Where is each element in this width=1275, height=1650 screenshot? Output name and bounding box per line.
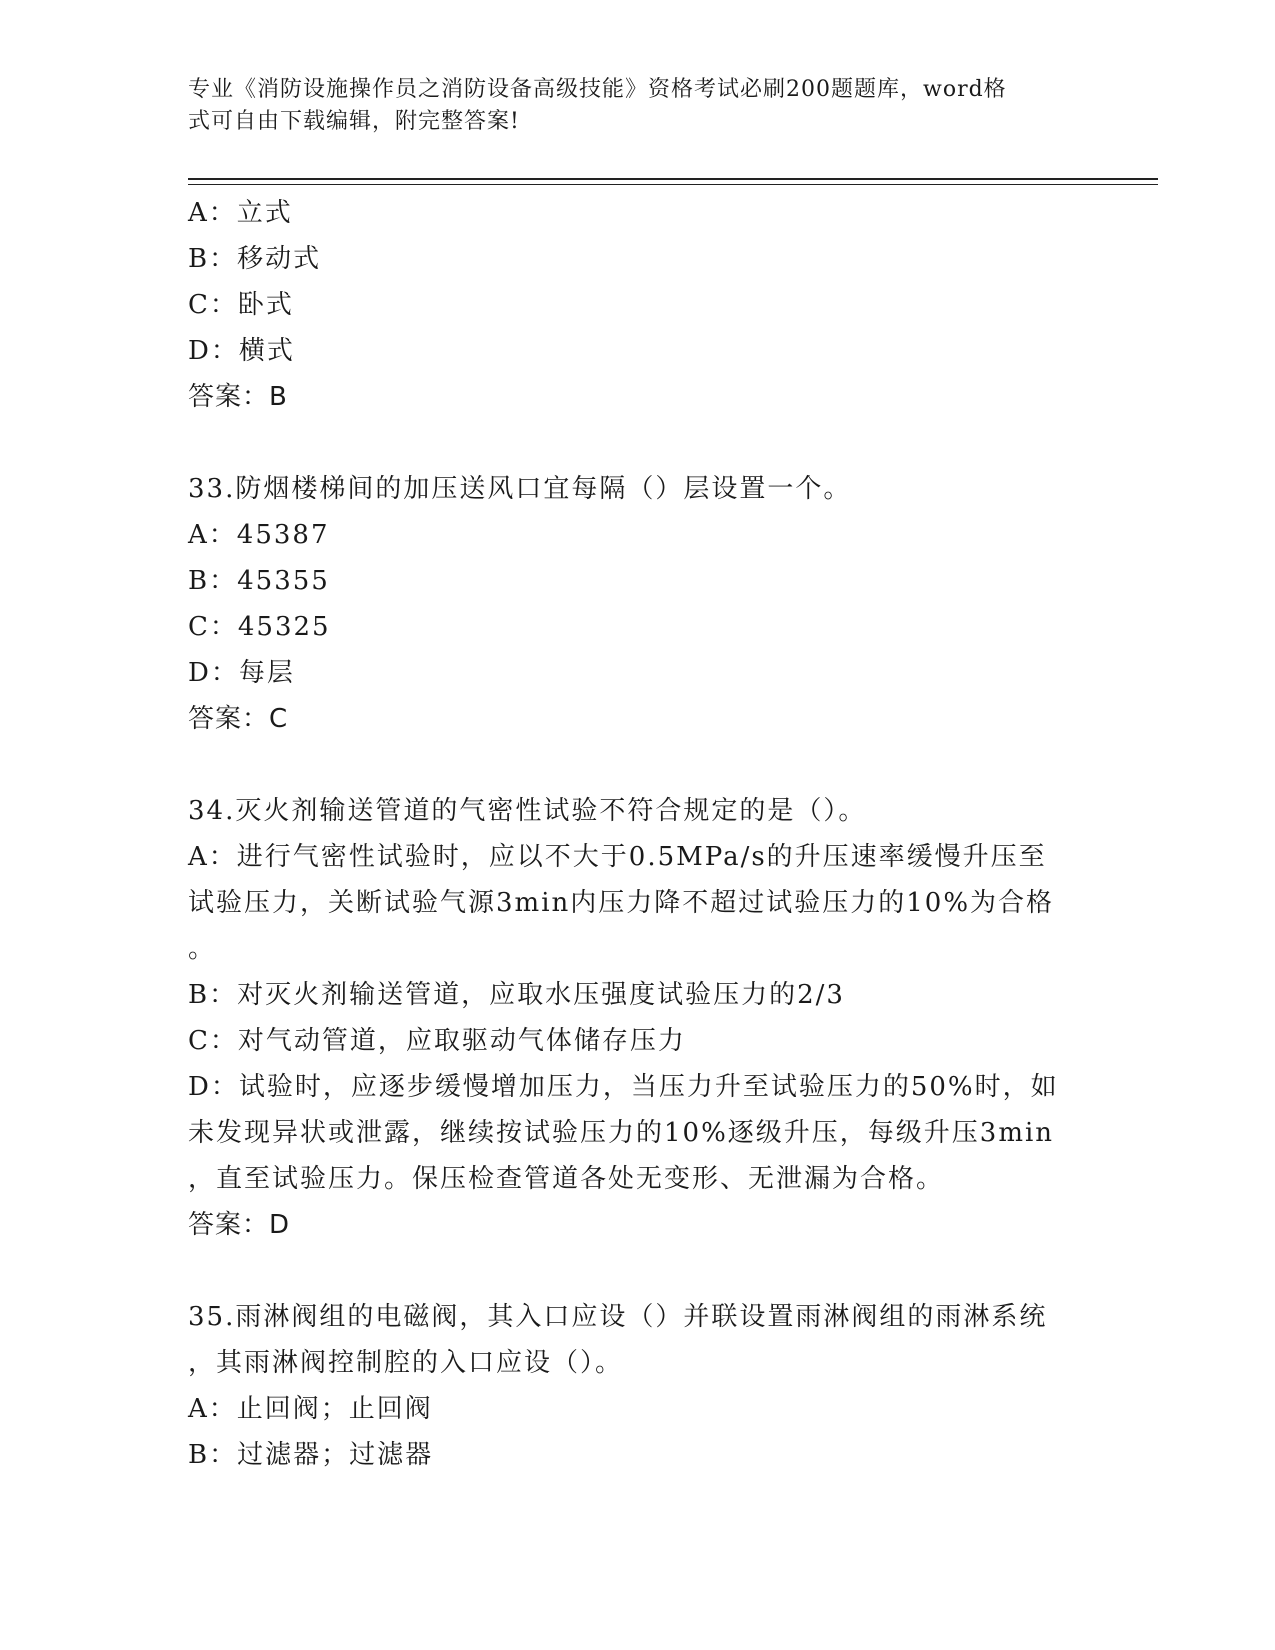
option-b: B：对灭火剂输送管道，应取水压强度试验压力的2/3 xyxy=(188,980,845,1010)
option-d: D：每层 xyxy=(188,658,295,688)
answer-label: 答案：D xyxy=(188,1210,291,1240)
option-d: D：横式 xyxy=(188,336,295,366)
option-a-line-3: 。 xyxy=(188,934,217,964)
question-text-line-2: ，其雨淋阀控制腔的入口应设（）。 xyxy=(188,1348,624,1378)
option-d-line-2: 未发现异状或泄露，继续按试验压力的10%逐级升压，每级升压3min xyxy=(188,1118,1055,1148)
answer-label: 答案：C xyxy=(188,704,289,734)
option-c: C：卧式 xyxy=(188,290,294,320)
document-header xyxy=(188,74,1068,138)
question-block-35 xyxy=(188,1294,1088,1478)
option-d-line-3: ，直至试验压力。保压检查管道各处无变形、无泄漏为合格。 xyxy=(188,1164,945,1194)
header-divider-thin xyxy=(188,184,1158,185)
spacer xyxy=(188,420,1088,466)
spacer xyxy=(188,742,1088,788)
question-block-32 xyxy=(188,190,1088,420)
option-b: B：移动式 xyxy=(188,244,322,274)
question-block-33 xyxy=(188,466,1088,742)
question-text: 33.防烟楼梯间的加压送风口宜每隔（）层设置一个。 xyxy=(188,474,852,504)
option-a-line-2: 试验压力，关断试验气源3min内压力降不超过试验压力的10%为合格 xyxy=(188,888,1055,918)
option-b: B：45355 xyxy=(188,566,330,596)
option-c: C：对气动管道，应取驱动气体储存压力 xyxy=(188,1026,686,1056)
header-divider-thick xyxy=(188,178,1158,180)
option-b: B：过滤器；过滤器 xyxy=(188,1440,434,1470)
spacer xyxy=(188,1248,1088,1294)
option-c: C：45325 xyxy=(188,612,331,642)
question-block-34 xyxy=(188,788,1088,1248)
option-a: A：止回阀；止回阀 xyxy=(188,1394,433,1424)
question-text: 34.灭火剂输送管道的气密性试验不符合规定的是（）。 xyxy=(188,796,867,826)
header-line-1: 专业《消防设施操作员之消防设备高级技能》资格考试必刷200题题库，word格 xyxy=(188,77,1007,102)
header-line-2: 式可自由下载编辑，附完整答案! xyxy=(188,109,520,134)
option-a-line-1: A：进行气密性试验时，应以不大于0.5MPa/s的升压速率缓慢升压至 xyxy=(188,842,1047,872)
question-content xyxy=(188,190,1088,1478)
question-text-line-1: 35.雨淋阀组的电磁阀，其入口应设（）并联设置雨淋阀组的雨淋系统 xyxy=(188,1302,1048,1332)
option-a: A：45387 xyxy=(188,520,330,550)
option-d-line-1: D：试验时，应逐步缓慢增加压力，当压力升至试验压力的50%时，如 xyxy=(188,1072,1059,1102)
option-a: A：立式 xyxy=(188,198,293,228)
answer-label: 答案：B xyxy=(188,382,288,412)
